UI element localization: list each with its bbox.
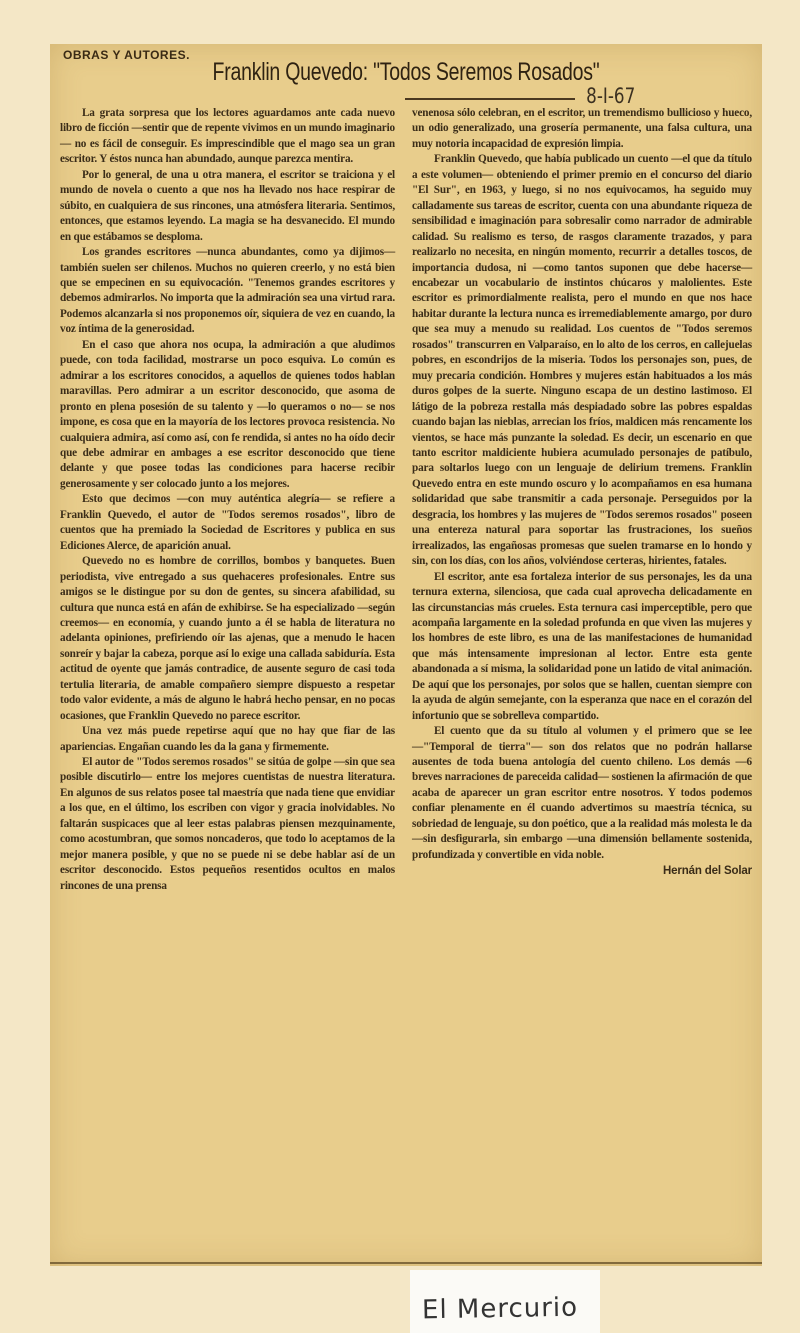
handwritten-note bbox=[410, 1270, 600, 1333]
paragraph: Los grandes escritores —nunca abundantes, como ya dijimos— también suelen ser chilenos. Muchos no quieren creerlo, y no está bien que se empecinen en su equivocación. "Tenemos grandes escritores y debemos admirarlos. No importa que la admiración sea una virtud rara. Podemos alcanzarla si nos proponemos oír, siquiera de vez en cuando, la voz íntima de la generosidad. bbox=[60, 246, 395, 336]
paragraph: La grata sorpresa que los lectores aguardamos ante cada nuevo libro de ficción —sentir que de repente vivimos en un mundo imaginario— no es fácil de conseguir. Es imprescindible que el mago sea un gran escritor. Y éstos nunca han abundado, aunque parezca mentira. bbox=[60, 107, 395, 166]
headline-rule bbox=[405, 98, 575, 100]
right-column bbox=[412, 106, 752, 880]
paragraph: Por lo general, de una u otra manera, el escritor se traiciona y el mundo de novela o cuento a que nos ha llevado nos hace respirar de súbito, en cualquiera de sus rincones, una atmósfera literaria. Sentimos, entonces, que estamos leyendo. La magia se ha desvanecido. El mundo en que estábamos se desploma. bbox=[60, 168, 395, 243]
paragraph: Una vez más puede repetirse aquí que no hay que fiar de las apariencias. Engañan cuando les da la gana y firmemente. bbox=[60, 725, 395, 753]
headline: Franklin Quevedo: "Todos Seremos Rosados" bbox=[212, 58, 600, 86]
newspaper-clipping bbox=[50, 44, 762, 1266]
paragraph: El autor de "Todos seremos rosados" se sitúa de golpe —sin que sea posible discutirlo— entre los mejores cuentistas de nuestra literatura. En algunos de sus relatos posee tal maestría que nada tiene que envidiar a los que, en el último, los escriben con vigor y gracia inolvidables. No faltarán suspicaces que al leer estas palabras piensen mezquinamente, como acostumbran, que somos noncaderos, que todo lo aceptamos de la mejor manera posible, y que no se puede ni se debe hablar así de un escritor desconocido. Estos pequeños resentidos ocultos en malos rincones de una prensa bbox=[60, 756, 395, 892]
section-label: OBRAS Y AUTORES. bbox=[63, 48, 190, 62]
paragraph: Esto que decimos —con muy auténtica alegría— se refiere a Franklin Quevedo, el autor de "Todos seremos rosados", libro de cuentos que ha premiado la Sociedad de Escritores y publica en sus Ediciones Alerce, de aparición anual. bbox=[60, 493, 395, 552]
paragraph: Franklin Quevedo, que había publicado un cuento —el que da título a este volumen— obteniendo el primer premio en el concurso del diario "El Sur", en 1963, y luego, si no nos equivocamos, ha seguido muy calladamente sus tareas de escritor, cuenta con una abundante riqueza de sensibilidad e imaginación para sobresalir como narrador de admirable calidad. Su realismo es terso, de rasgos claramente trazados, y para realizarlo no necesita, en ningún momento, recurrir a detalles toscos, de importancia dudosa, ni —como tantos suponen que debe hacerse— encabezar un vocabulario de instintos chúcaros y malolientes. Este escritor es primordialmente realista, pero el mundo en que nos hace habitar durante la lectura nunca es irremediablemente amargo, por duro que sea muy a menudo su realidad. Los cuentos de "Todos seremos rosados" transcurren en Valparaíso, en lo alto de los cerros, en callejuelas pobres, en escondrijos de la miseria. Todos los personajes son, pues, de muy precaria condición. Hombres y mujeres están habituados a los más duros golpes de la suerte. Ninguno escapa de un destino lastimoso. El látigo de la pobreza restalla más despiadado sobre las pobres espaldas cuando bajan las nieblas, arrecian los fríos, maldicen más rencamente los vientos, se hace más punzante la soledad. Es decir, un escenario en que tanto escritor maldiciente hubiera acumulado personajes de patíbulo, para soltarlos luego con un lenguaje de delirium tremens. Franklin Quevedo entra en este mundo oscuro y lo acompañamos en esa humana solidaridad que sabe transmitir a cada personaje. Perseguidos por la desgracia, los hombres y las mujeres de "Todos seremos rosados" poseen una entereza natural para soportar las frustraciones, los sueños irrealizados, las engañosas promesas que suelen tramarse en lo hondo y sin, con los días, con los años, volviéndose certeras, hirientes, fatales. bbox=[412, 153, 752, 568]
author-signature: Hernán del Solar bbox=[663, 865, 752, 878]
handwritten-source: El Mercurio bbox=[421, 1292, 579, 1326]
paragraph: Quevedo no es hombre de corrillos, bombos y banquetes. Buen periodista, vive entregado a sus quehaceres profesionales. Entre sus amigos se le distingue por su don de gentes, su sincera afabilidad, su cultura que nunca está en afán de exhibirse. Se ha especializado —según creemos— en economía, y cuando junto a él se habla de literatura no adelanta opiniones, prefiriendo oír las ajenas, que a menudo le hacen sonreír y bajar la cabeza, porque así lo exige una callada sabiduría. Esta actitud de oyente que jamás contradice, de ausente seguro de casi toda tertulia literaria, de amable compañero siempre dispuesto a respetar todo valor evidente, a más de alguno le habrá hecho pensar, en no pocas ocasiones, que Franklin Quevedo no parece escritor. bbox=[60, 555, 395, 722]
bottom-rule bbox=[50, 1262, 762, 1264]
paragraph: El cuento que da su título al volumen y el primero que se lee —"Temporal de tierra"— son dos relatos que no podrán hallarse ausentes de toda buena antología del cuento chileno. Los demás —6 breves narraciones de pareceida calidad— sostienen la afirmación de que acaba de aparecer un gran escritor entre nosotros. Y todos podemos confiar plenamente en él cuando advertimos su maestría técnica, su sobriedad de lenguaje, su don poético, que a la realidad más molesta le da —sin desfigurarla, sin embargo —una dimensión bellamente sostenida, profundizada y convertible en vida noble. bbox=[412, 725, 752, 861]
paragraph: venenosa sólo celebran, en el escritor, un tremendismo bullicioso y hueco, un odio generalizado, una grosería permanente, una falsa cultura, una muy notoria incapacidad de expresión limpia. bbox=[412, 107, 752, 150]
handwritten-date: 8-I-67 bbox=[586, 84, 636, 108]
paragraph: En el caso que ahora nos ocupa, la admiración a que aludimos puede, con toda facilidad, mostrarse un poco esquiva. Lo común es admirar a los escritores conocidos, a aquellos de quienes todos hablan maravillas. Pero admirar a un escritor desconocido, que asoma de pronto en plena posesión de su talento y —lo queramos o no— se nos impone, es cosa que en la mayoría de los lectores provoca resistencia. No cualquiera admira, así como así, con fe rendida, si antes no ha oído decir que debe admirar en ambages a ese escritor desconocido que tiene delante y que posee todas las condiciones para hacerse recibir generosamente y ser colocado junto a los mejores. bbox=[60, 338, 395, 490]
left-column bbox=[60, 106, 395, 894]
paragraph: El escritor, ante esa fortaleza interior de sus personajes, les da una ternura externa, silenciosa, que cada cual aprovecha delicadamente en las circunstancias más crueles. Esta ternura casi imperceptible, pero que acompaña largamente en la soledad profunda en que viven las mujeres y los hombres de este libro, es una de las manifestaciones de humanidad que más intensamente impresionan al lector. Entre esta gente abandonada a sí misma, la solidaridad pone un latido de vital animación. De aquí que los personajes, por solos que se hallen, cuentan siempre con la ayuda de algún semejante, con la esperanza que nace en el corazón del infortunio que se sobrelleva compartido. bbox=[412, 570, 752, 722]
